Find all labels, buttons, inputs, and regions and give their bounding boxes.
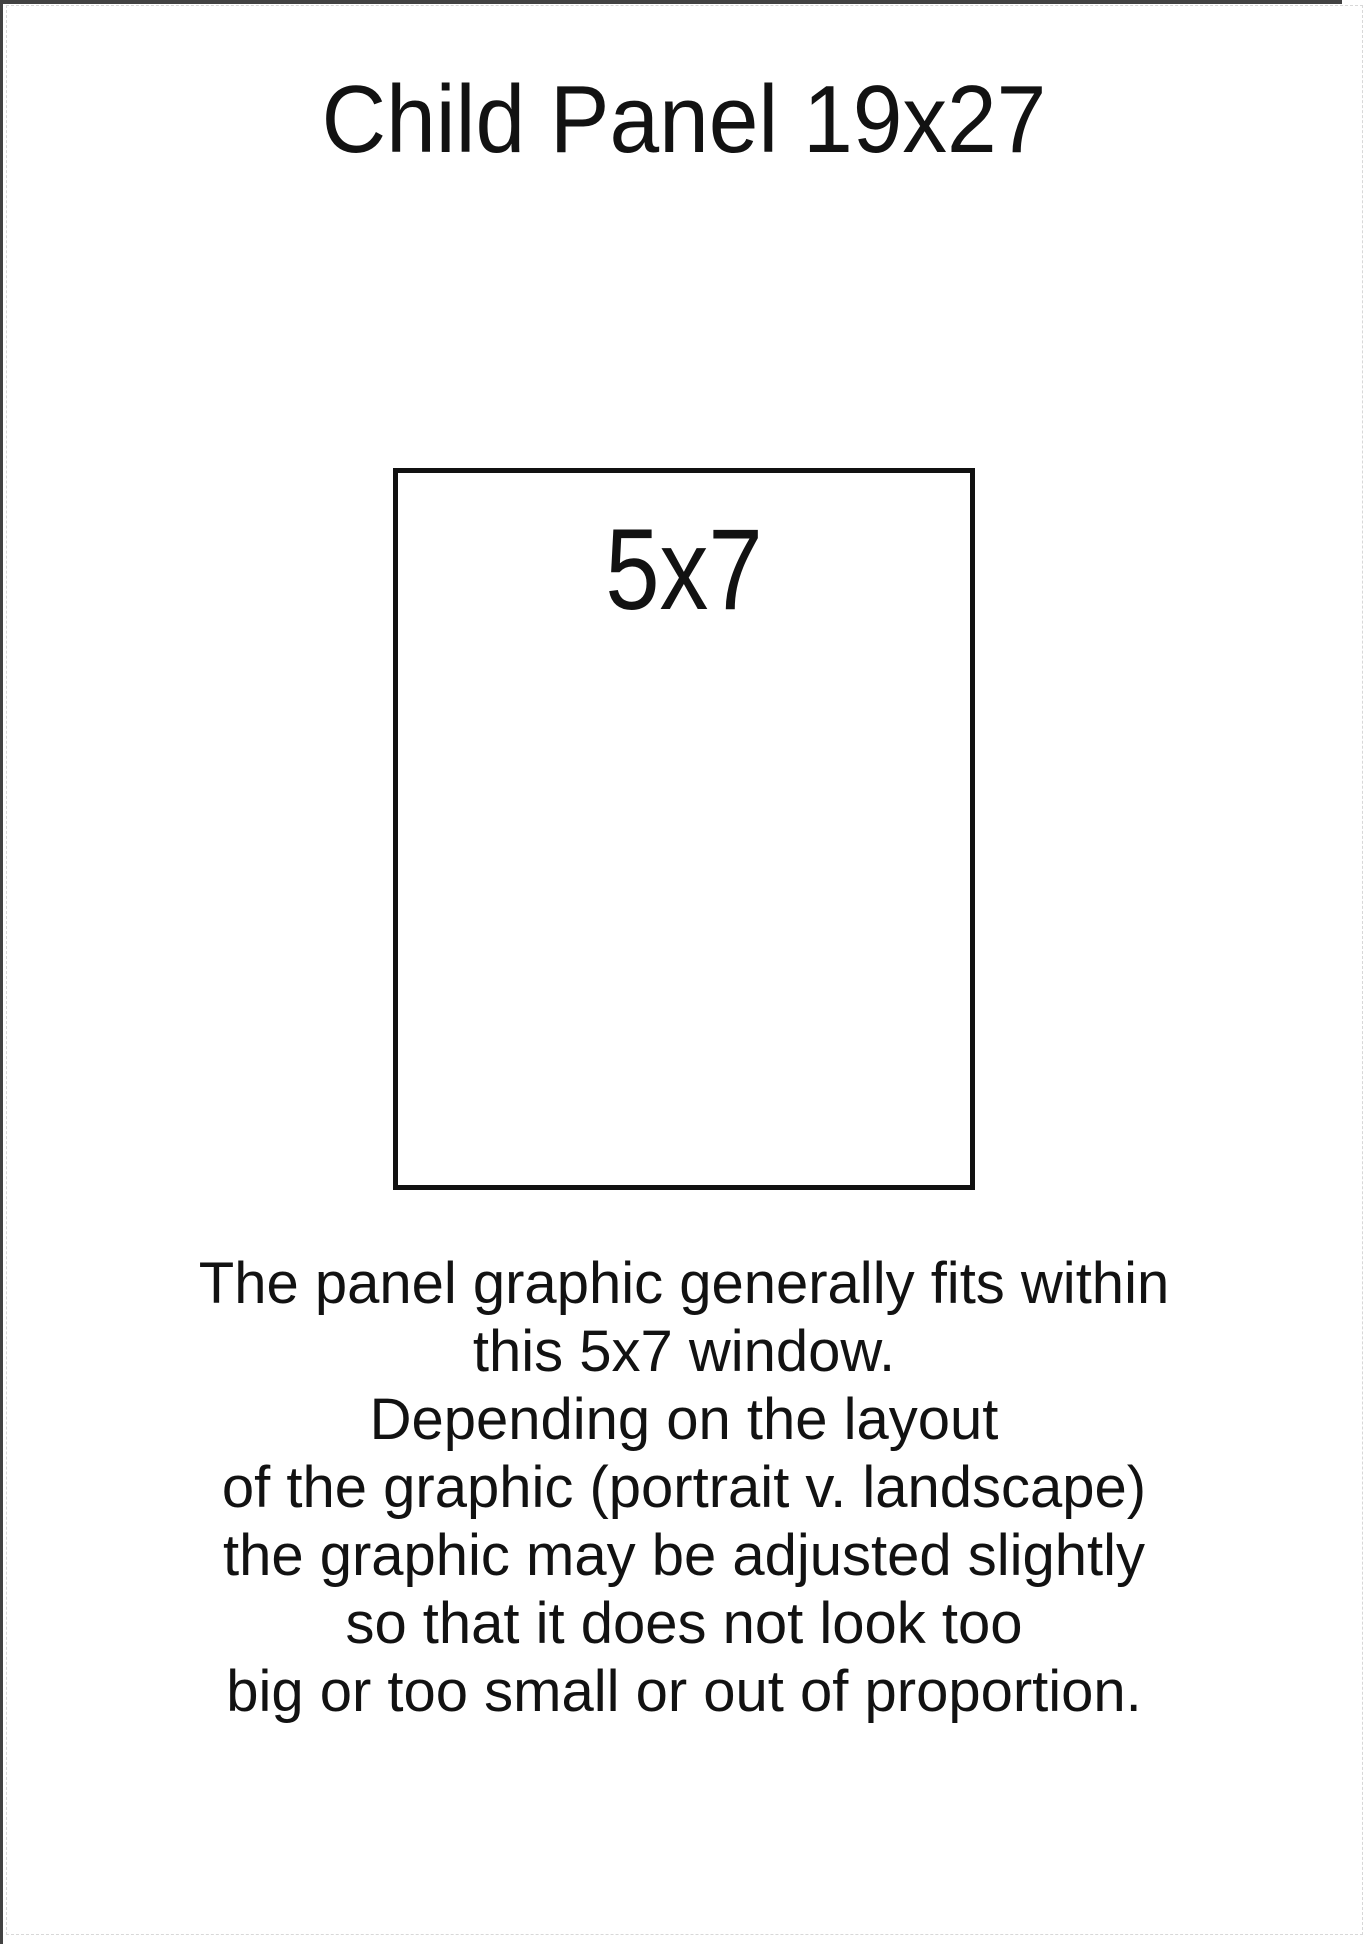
window-edge-top <box>0 0 1342 4</box>
panel-description <box>0 1250 1368 1726</box>
description-line: The panel graphic generally fits within <box>198 1251 1170 1316</box>
description-line: so that it does not look too <box>345 1591 1023 1656</box>
description-line: Depending on the layout <box>369 1387 999 1452</box>
description-line: big or too small or out of proportion. <box>226 1659 1142 1724</box>
panel-window-box <box>393 468 975 1190</box>
description-line: the graphic may be adjusted slightly <box>222 1523 1146 1588</box>
description-line: this 5x7 window. <box>472 1319 896 1384</box>
panel-size-label: 5x7 <box>605 506 763 634</box>
description-line: of the graphic (portrait v. landscape) <box>221 1455 1147 1520</box>
page-title: Child Panel 19x27 <box>321 66 1047 173</box>
